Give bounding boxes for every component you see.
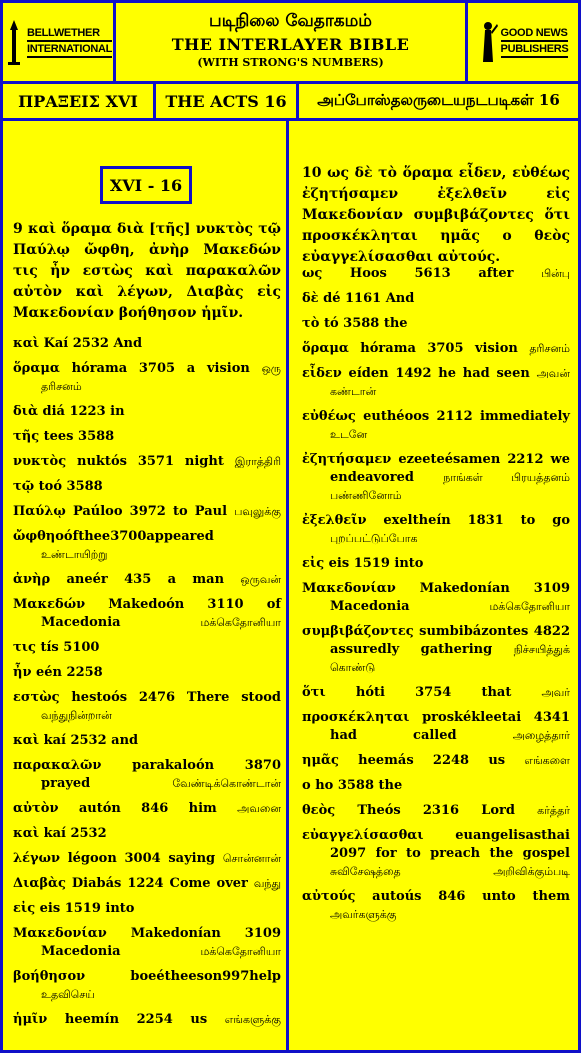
- word-entry-tamil: சொன்னான்: [222, 852, 281, 865]
- word-entry-text: ὅραμα hórama 3705 a vision: [13, 361, 250, 376]
- word-entry-tamil: பின்பு: [541, 267, 570, 280]
- word-entry-text: θεὸς Theós 2316 Lord: [302, 803, 515, 818]
- word-entry: [13, 571, 281, 589]
- word-entry-tamil: பவுலுக்கு: [234, 505, 282, 518]
- word-entry: [13, 664, 281, 682]
- word-entry: [302, 408, 570, 444]
- word-entry: [13, 825, 281, 843]
- word-entry-tamil: தரிசனம்: [529, 342, 571, 355]
- word-entry-tamil: புறப்பட்டுப்போக: [330, 532, 418, 545]
- word-entry-tamil: நாங்கள் பிரயத்தனம் பண்ணினோம்: [330, 471, 570, 502]
- word-entry-text: τῷ toó 3588: [13, 479, 103, 494]
- word-entry-text: ο ho 3588 the: [302, 778, 403, 793]
- word-entry: [13, 900, 281, 918]
- word-entry: [13, 360, 281, 396]
- word-entry-text: ἐξελθεῖν exeltheín 1831 to go: [302, 513, 570, 528]
- book-greek: ΠΡΑΞΕΙΣ XVI: [3, 84, 156, 118]
- word-entry-text: αὐτούς autoús 846 unto them: [302, 889, 570, 904]
- word-entry: [13, 503, 281, 521]
- word-entry-text: ὅραμα hórama 3705 vision: [302, 341, 518, 356]
- word-entry-text: εστὼς hestoós 2476 There stood: [13, 690, 281, 705]
- word-entry: [302, 777, 570, 795]
- word-entry-text: τὸ tó 3588 the: [302, 316, 408, 331]
- word-entry-tamil: மக்கெதோனியா: [200, 616, 281, 629]
- word-entry: [13, 596, 281, 632]
- word-entry: [13, 1011, 281, 1029]
- word-entry: [302, 684, 570, 702]
- word-entry: [13, 925, 281, 961]
- trumpet-figure-icon: [478, 18, 498, 66]
- word-entry-text: Μακεδονίαν Makedonían 3109 Macedonia: [13, 926, 281, 959]
- word-entry: [13, 335, 281, 353]
- right-column: [292, 121, 578, 1050]
- word-entry: [302, 623, 570, 677]
- word-entry: [13, 478, 281, 496]
- word-entry-tamil: எங்களை: [524, 754, 570, 767]
- book-english: THE ACTS 16: [156, 84, 299, 118]
- word-entry: [302, 888, 570, 924]
- word-entry: [302, 827, 570, 881]
- word-entry-tamil: அழைத்தார்: [512, 729, 570, 742]
- word-entry-text: εἰς eis 1519 into: [13, 901, 135, 916]
- word-entry-text: δὲ dé 1161 And: [302, 291, 415, 306]
- page-title: THE INTERLAYER BIBLE: [171, 35, 410, 54]
- page-subtitle: (WITH STRONG'S NUMBERS): [197, 56, 384, 69]
- logo-line-2: INTERNATIONAL: [27, 42, 112, 58]
- word-entry-tamil: மக்கெதோனியா: [200, 945, 281, 958]
- word-entry-text: ημᾶς heemás 2248 us: [302, 753, 506, 768]
- word-entry-tamil: வேண்டிக்கொண்டான்: [172, 777, 281, 790]
- word-entry-text: ὤφθηoófthee3700appeared: [13, 529, 214, 544]
- word-entry-text: βοήθησον boeétheeson997help: [13, 969, 281, 984]
- word-entry-text: ἡμῖν heemín 2254 us: [13, 1012, 208, 1027]
- word-entry-tamil: அவர்: [541, 686, 571, 699]
- word-entry: [13, 732, 281, 750]
- word-entry: [302, 265, 570, 283]
- word-entry-text: ἐζητήσαμεν ezeeteésamen 2212 we endeavored: [302, 452, 570, 485]
- word-entry-text: καὶ kaí 2532: [13, 826, 107, 841]
- word-entry: [302, 802, 570, 820]
- word-entry-text: καὶ Kaí 2532 And: [13, 336, 143, 351]
- word-entry-tamil: சுவிசேஷத்தை அறிவிக்கும்படி: [330, 865, 570, 878]
- word-entry-text: ἦν eén 2258: [13, 665, 103, 680]
- word-entry-text: παρακαλῶν parakaloón 3870 prayed: [13, 758, 281, 791]
- word-entry-text: Διαβὰς Diabás 1224 Come over: [13, 876, 248, 891]
- word-entry: [302, 512, 570, 548]
- word-entry-text: εὐθέως euthéoos 2112 immediately: [302, 409, 570, 424]
- word-entry-tamil: அவர்களுக்கு: [330, 908, 397, 921]
- logo-line-2: PUBLISHERS: [501, 42, 569, 58]
- word-entry-tamil: அவனை: [237, 802, 281, 815]
- word-entry: [302, 451, 570, 505]
- word-entry-text: συμβιβάζοντες sumbibázontes 4822 assuredly gathering: [302, 624, 570, 657]
- word-entry-text: εἶδεν eíden 1492 he had seen: [302, 366, 530, 381]
- word-entry-text: αὐτὸν autón 846 him: [13, 801, 217, 816]
- word-entry-tamil: வந்து: [253, 877, 281, 890]
- word-entry-text: τις tís 5100: [13, 640, 100, 655]
- good-news-logo: [465, 3, 578, 81]
- word-entry: [13, 639, 281, 657]
- word-entry: [13, 968, 281, 1004]
- word-entry-text: νυκτὸς nuktós 3571 night: [13, 454, 224, 469]
- word-entry-text: Μακεδών Makedoón 3110 of Macedonia: [13, 597, 281, 630]
- logo-line-1: BELLWETHER: [27, 26, 112, 42]
- word-entry-text: ὅτι hóti 3754 that: [302, 685, 512, 700]
- word-list-right: [302, 265, 570, 931]
- word-entry-text: διὰ diá 1223 in: [13, 404, 125, 419]
- word-entry-tamil: எங்களுக்கு: [224, 1013, 281, 1026]
- word-entry: [13, 800, 281, 818]
- word-entry-text: εἰς eis 1519 into: [302, 556, 424, 571]
- word-entry-text: Μακεδονίαν Makedonían 3109 Macedonia: [302, 581, 570, 614]
- word-entry: [302, 555, 570, 573]
- word-entry-text: καὶ kaí 2532 and: [13, 733, 139, 748]
- title-block: [119, 3, 462, 81]
- word-entry: [302, 315, 570, 333]
- left-column: [3, 121, 289, 1050]
- header: [3, 3, 578, 84]
- word-entry-tamil: உடனே: [330, 428, 368, 441]
- word-entry: [13, 428, 281, 446]
- book-bar: [3, 84, 578, 121]
- word-entry: [13, 528, 281, 564]
- word-entry-text: προσκέκληται proskékleetai 4341 had called: [302, 710, 570, 743]
- verse-10-greek: 10 ως δὲ τὸ ὅραμα εἶδεν, εὐθέως ἐζητήσαμεν ἐξελθεῖν εἰς Μακεδονίαν συμβιβάζοντες ὅτι προσκέκληται ημᾶς ο θεὸς εὐαγγελίσασθαι αὐτούς.: [302, 165, 570, 265]
- logo-line-1: GOOD NEWS: [501, 26, 569, 42]
- word-entry-tamil: அவன் கண்டான்: [330, 367, 570, 398]
- word-entry: [13, 850, 281, 868]
- word-entry-text: ἀνὴρ aneér 435 a man: [13, 572, 225, 587]
- word-entry-text: τῆς tees 3588: [13, 429, 115, 444]
- word-entry-tamil: கர்த்தர்: [537, 804, 571, 817]
- word-entry-tamil: ஒருவன்: [240, 573, 282, 586]
- word-entry: [302, 580, 570, 616]
- word-entry-tamil: ஒரு தரிசனம்: [41, 362, 282, 393]
- verse-9-greek: 9 καὶ ὅραμα διὰ [τῆς] νυκτὸς τῷ Παύλῳ ὤφθη, ἀνὴρ Μακεδών τις ἦν εστὼς καὶ παρακαλῶν αὐτὸν καὶ λέγων, Διαβὰς εἰς Μακεδονίαν βοήθησον ἡμῖν.: [13, 221, 281, 321]
- torch-icon: [4, 18, 24, 66]
- word-entry: [13, 403, 281, 421]
- word-entry-tamil: மக்கெதோனியா: [489, 600, 570, 613]
- title-tamil: படிநிலை வேதாகமம்: [209, 11, 372, 31]
- word-entry-tamil: வந்துநின்றான்: [41, 709, 112, 722]
- word-entry-tamil: உண்டாயிற்று: [41, 548, 108, 561]
- word-entry: [13, 875, 281, 893]
- word-list-left: [13, 335, 281, 1036]
- chapter-badge: XVI - 16: [100, 166, 192, 204]
- word-entry-tamil: நிச்சயித்துக் கொண்டு: [330, 643, 571, 674]
- bellwether-logo: [3, 3, 116, 81]
- word-entry-text: λέγων légoon 3004 saying: [13, 851, 216, 866]
- word-entry: [13, 757, 281, 793]
- word-entry: [13, 689, 281, 725]
- word-entry: [302, 290, 570, 308]
- word-entry: [302, 752, 570, 770]
- word-entry-text: εὐαγγελίσασθαι euangelisasthai 2097 for to preach the gospel: [302, 828, 570, 861]
- word-entry-text: Παύλῳ Paúloo 3972 to Paul: [13, 504, 228, 519]
- word-entry-tamil: உதவிசெய்: [41, 988, 95, 1001]
- word-entry: [302, 365, 570, 401]
- word-entry-text: ως Hoos 5613 after: [302, 266, 514, 281]
- word-entry: [302, 340, 570, 358]
- word-entry: [13, 453, 281, 471]
- word-entry-tamil: இராத்திரி: [234, 455, 281, 468]
- word-entry: [302, 709, 570, 745]
- book-tamil: அப்போஸ்தலருடையநடபடிகள் 16: [317, 91, 560, 109]
